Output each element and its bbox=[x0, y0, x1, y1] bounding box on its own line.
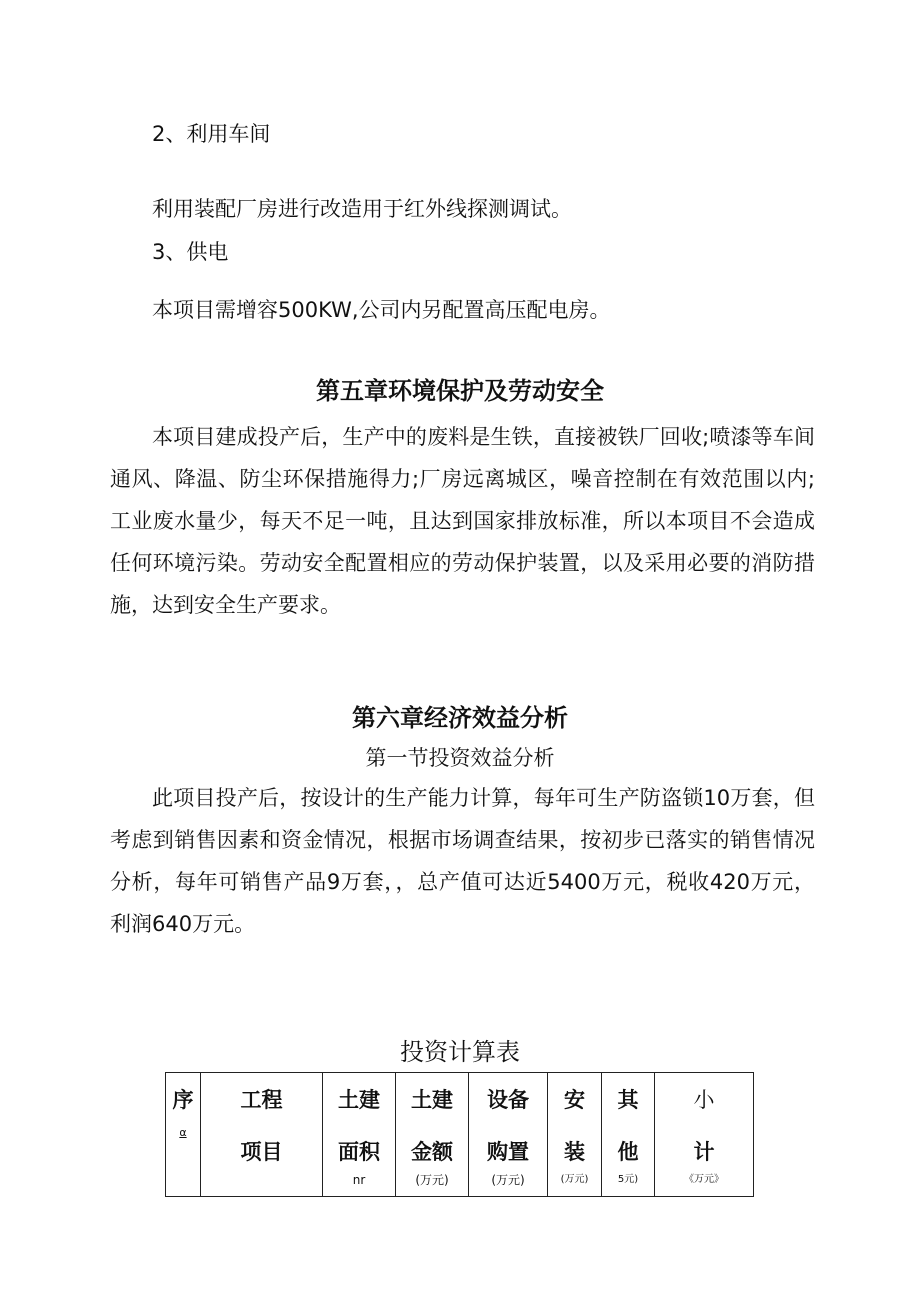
header-subtotal-line2: 计 bbox=[693, 1140, 715, 1164]
chapter6-paragraph: 此项目投产后，按设计的生产能力计算，每年可生产防盗锁10万套，但考虑到销售因素和资金情况，根据市场调查结果，按初步已落实的销售情况分析，每年可销售产品9万套，，总产值可达近5400万元，税收420万元，利润640万元。 bbox=[110, 786, 815, 936]
header-cost-unit: (万元) bbox=[415, 1173, 449, 1187]
header-area-line2: 面积 bbox=[338, 1140, 380, 1164]
header-other-unit: 5元) bbox=[617, 1174, 639, 1185]
power-text: 本项目需增容500KW,公司内另配置高压配电房。 bbox=[152, 298, 611, 322]
header-cell-project bbox=[201, 1073, 323, 1197]
header-cell-subtotal bbox=[655, 1073, 754, 1197]
section-heading-power: 3、供电 bbox=[152, 240, 229, 264]
investment-table bbox=[165, 1072, 754, 1197]
table-header-row bbox=[166, 1073, 754, 1197]
header-install-line1: 安 bbox=[564, 1088, 585, 1112]
header-seq-sub: α bbox=[179, 1126, 187, 1139]
header-other-line1: 其 bbox=[617, 1088, 639, 1112]
workshop-text: 利用装配厂房进行改造用于红外线探测调试。 bbox=[152, 197, 572, 221]
header-cell-equipment bbox=[469, 1073, 548, 1197]
chapter6-section-title: 第一节投资效益分析 bbox=[365, 746, 555, 770]
header-install-line2: 装 bbox=[564, 1140, 585, 1164]
chapter6-title: 第六章经济效益分析 bbox=[352, 704, 568, 732]
header-equipment-line2: 购置 bbox=[487, 1140, 529, 1164]
header-cell-other bbox=[602, 1073, 655, 1197]
section-heading-workshop: 2、利用车间 bbox=[152, 122, 271, 146]
header-cost-line1: 土建 bbox=[411, 1088, 453, 1112]
header-cell-construction-cost bbox=[396, 1073, 469, 1197]
header-other-line2: 他 bbox=[617, 1140, 639, 1164]
header-equipment-unit: (万元) bbox=[491, 1173, 525, 1187]
header-subtotal-line1: 小 bbox=[693, 1088, 715, 1112]
header-cell-installation bbox=[548, 1073, 602, 1197]
header-subtotal-unit: 《万元》 bbox=[684, 1174, 724, 1185]
header-area-line1: 土建 bbox=[338, 1088, 380, 1112]
header-area-unit: nr bbox=[352, 1173, 366, 1187]
header-cost-line2: 金额 bbox=[411, 1140, 453, 1164]
header-seq-line1: 序 bbox=[172, 1088, 194, 1112]
chapter5-paragraph: 本项目建成投产后，生产中的废料是生铁，直接被铁厂回收;喷漆等车间通风、降温、防尘环保措施得力;厂房远离城区，噪音控制在有效范围以内;工业废水量少，每天不足一吨，且达到国家排放标准，所以本项目不会造成任何环境污染。劳动安全配置相应的劳动保护装置，以及采用必要的消防措施，达到安全生产要求。 bbox=[110, 425, 815, 617]
chapter5-title: 第五章环境保护及劳动安全 bbox=[316, 377, 604, 405]
header-project-line2: 项目 bbox=[240, 1140, 283, 1164]
header-install-unit: (万元) bbox=[560, 1174, 589, 1185]
header-cell-seq bbox=[166, 1073, 201, 1197]
header-equipment-line1: 设备 bbox=[487, 1088, 529, 1112]
header-cell-construction-area bbox=[323, 1073, 396, 1197]
investment-table-title: 投资计算表 bbox=[400, 1038, 520, 1066]
header-project-line1: 工程 bbox=[240, 1088, 283, 1112]
